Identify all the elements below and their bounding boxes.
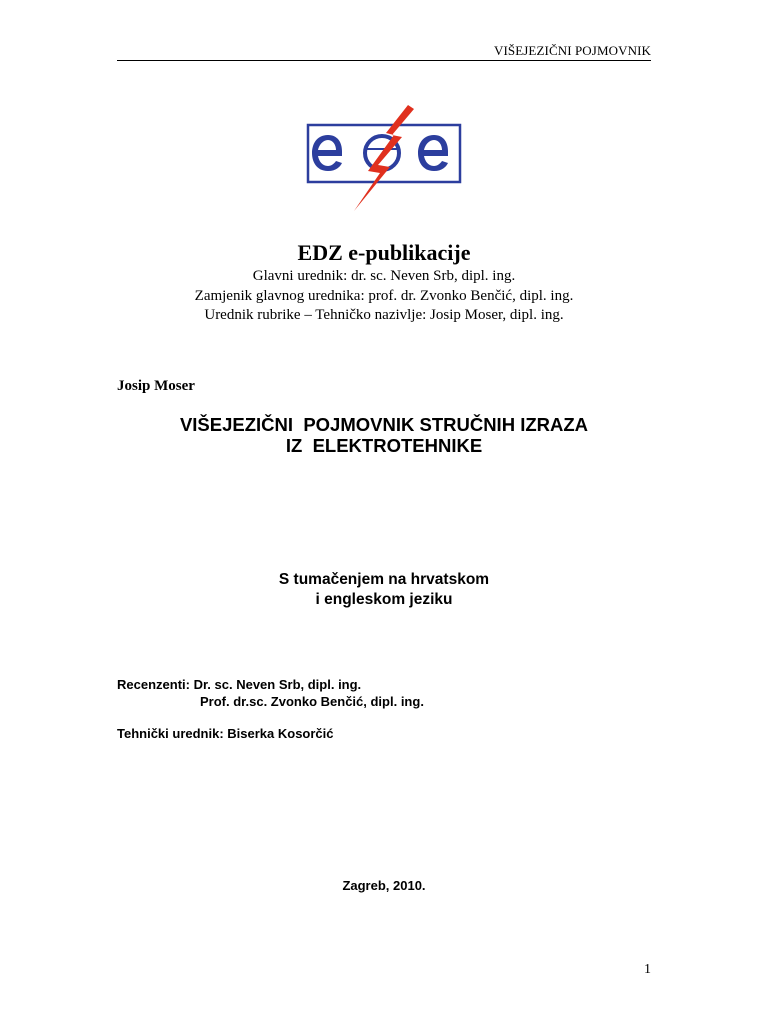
- book-title-line-1: VIŠEJEZIČNI POJMOVNIK STRUČNIH IZRAZA: [179, 414, 589, 435]
- section-editor: Urednik rubrike – Tehničko nazivlje: Josip Moser, dipl. ing.: [204, 307, 564, 323]
- place-date: Zagreb, 2010.: [342, 878, 426, 893]
- editorial-board: [0, 267, 768, 326]
- book-title: [0, 414, 768, 456]
- page-number: 1: [644, 962, 651, 977]
- editor-in-chief: Glavni urednik: dr. sc. Neven Srb, dipl. ing.: [252, 268, 516, 284]
- technical-editor: Tehnički urednik: Biserka Kosorčić: [117, 726, 334, 741]
- reviewers-line-2: Prof. dr.sc. Zvonko Benčić, dipl. ing.: [200, 694, 424, 709]
- subtitle-line-2: i engleskom jeziku: [315, 590, 453, 608]
- edz-lightning-logo-icon: [298, 103, 463, 215]
- book-title-line-2: IZ ELEKTROTEHNIKE: [285, 435, 483, 456]
- running-header: VIŠEJEZIČNI POJMOVNIK: [493, 43, 651, 58]
- reviewers: [117, 676, 424, 710]
- subtitle-line-1: S tumačenjem na hrvatskom: [278, 571, 490, 588]
- author-name: Josip Moser: [117, 378, 195, 394]
- header-rule: [117, 60, 651, 61]
- deputy-editor: Zamjenik glavnog urednika: prof. dr. Zvonko Benčić, dipl. ing.: [194, 287, 574, 304]
- book-subtitle: [0, 570, 768, 609]
- publication-title: EDZ e-publikacije: [297, 240, 471, 265]
- reviewers-line-1: Recenzenti: Dr. sc. Neven Srb, dipl. ing.: [117, 677, 362, 692]
